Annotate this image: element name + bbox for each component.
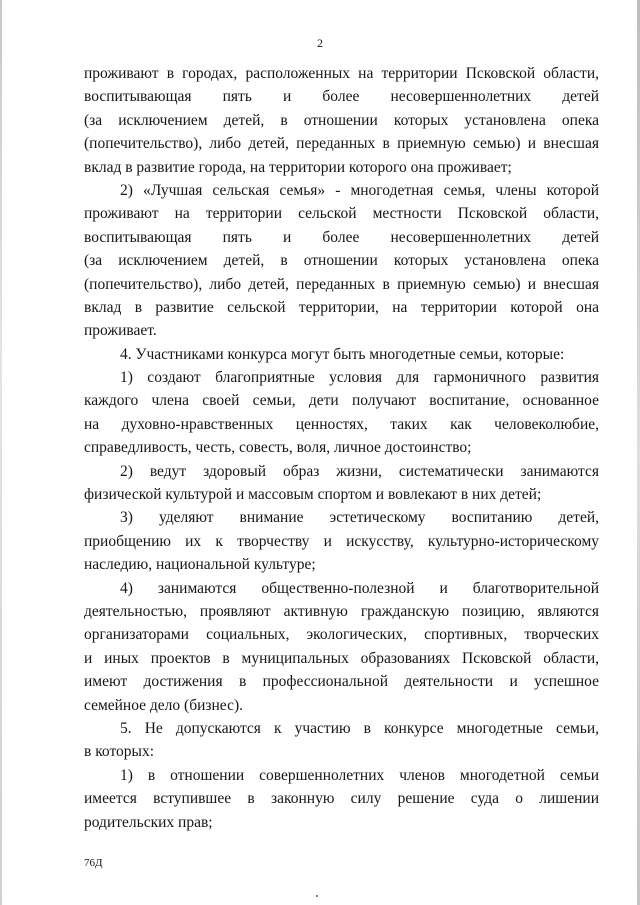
text-line: (за исключением детей, в отношении которых установлена опека (84, 111, 599, 129)
scan-edge-left (0, 0, 2, 905)
text-line: вклад в развитие сельской территории, на территории которой она (84, 298, 599, 316)
text-line: 4) занимаются общественно-полезной и благотворительной (120, 579, 599, 597)
text-line: родительских прав; (84, 813, 213, 831)
text-line: 3) уделяют внимание эстетическому воспитанию детей, (120, 509, 599, 527)
text-line: 1) создают благоприятные условия для гармоничного развития (120, 369, 599, 387)
text-line: физической культурой и массовым спортом и вовлекают в них детей; (84, 486, 542, 504)
text-line: 2) ведут здоровый образ жизни, систематически занимаются (120, 462, 599, 480)
text-line: (за исключением детей, в отношении которых установлена опека (84, 252, 599, 270)
text-line: семейное дело (бизнес). (84, 696, 243, 714)
document-body (84, 62, 599, 834)
text-line: воспитывающая пять и более несовершеннолетних детей (84, 88, 599, 106)
text-line: на духовно-нравственных ценностях, таких как человеколюбие, (84, 415, 599, 433)
text-line: проживают в городах, расположенных на территории Псковской области, (84, 65, 599, 82)
text-line: (попечительство), либо детей, переданных в приемную семью) и внесшая (84, 135, 599, 153)
text-line: 4. Участниками конкурса могут быть многодетные семьи, которые: (120, 345, 565, 363)
text-line: имеют достижения в профессиональной деятельности и успешное (84, 673, 599, 691)
text-line: 5. Не допускаются к участию в конкурсе многодетные семьи, (120, 719, 599, 737)
text-line: (попечительство), либо детей, переданных в приемную семью) и внесшая (84, 275, 599, 293)
text-line: справедливость, честь, совесть, воля, личное достоинство; (84, 439, 472, 457)
text-line: 2) «Лучшая сельская семья» - многодетная семья, члены которой (120, 181, 599, 199)
page-number: 2 (317, 36, 323, 50)
text-line: вклад в развитие города, на территории которого она проживает; (84, 158, 512, 176)
text-line: проживает. (84, 322, 157, 340)
text-line: организаторами социальных, экологических, спортивных, творческих (84, 626, 599, 644)
scan-speck (316, 895, 318, 897)
text-line: деятельностью, проявляют активную гражданскую позицию, являются (84, 602, 599, 620)
text-line: наследию, национальной культуре; (84, 556, 316, 574)
text-line: и иных проектов в муниципальных образованиях Псковской области, (84, 649, 599, 667)
text-line: 1) в отношении совершеннолетних членов многодетной семьи (120, 766, 599, 784)
text-line: проживают на территории сельской местности Псковской области, (84, 205, 599, 223)
text-line: приобщению их к творчеству и искусству, культурно-историческому (84, 532, 599, 550)
text-line: в которых: (84, 743, 155, 761)
text-line: воспитывающая пять и более несовершеннолетних детей (84, 228, 599, 246)
text-line: каждого члена своей семьи, дети получают воспитание, основанное (84, 392, 599, 410)
document-code: 76Д (84, 857, 103, 869)
text-line: имеется вступившее в законную силу решение суда о лишении (84, 790, 599, 808)
